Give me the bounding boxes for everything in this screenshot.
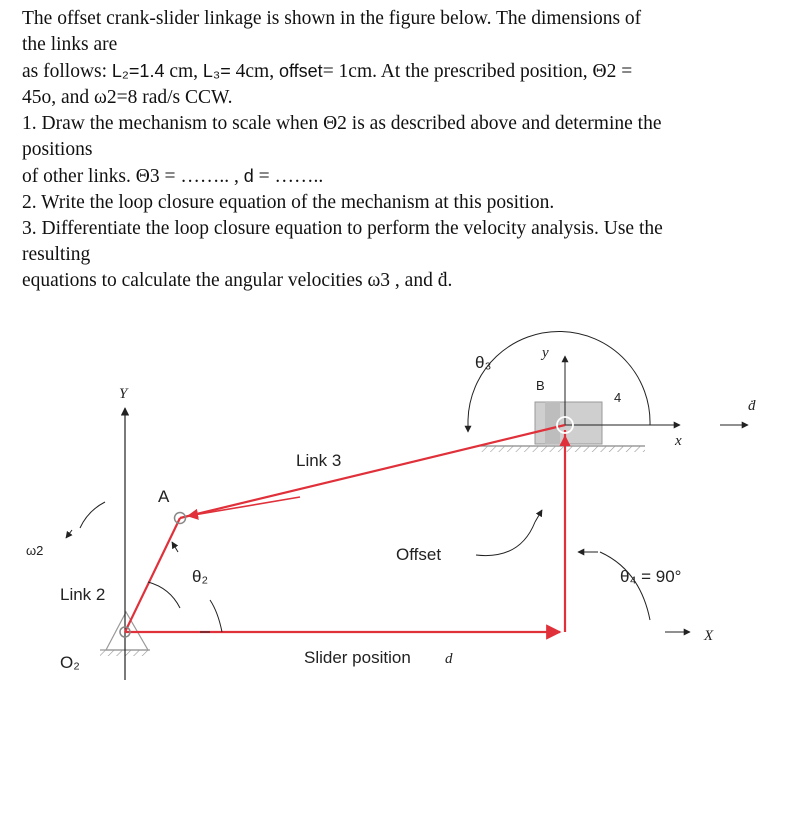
problem-line-11: equations to calculate the angular velocities ω3 , and ḋ. [22, 270, 453, 291]
label-o2: O₂ [60, 653, 80, 672]
offset-leader [476, 522, 535, 556]
problem-line-7: of other links. Θ3 = …….. , d = …….. [22, 166, 324, 187]
link-3-arrow [188, 497, 300, 516]
label-omega2: ω2 [26, 543, 44, 558]
theta2-arrow [172, 542, 178, 552]
theta4-arc [600, 552, 650, 620]
problem-line-1: The offset crank-slider linkage is shown in the figure below. The dimensions of [22, 8, 642, 29]
problem-line-3: as follows: L₂=1.4 cm, L₃= 4cm, offset= 1cm. At the prescribed position, Θ2 = [22, 61, 633, 82]
omega2-arc [80, 502, 105, 528]
label-x-small: x [675, 433, 682, 449]
link-3 [180, 425, 565, 518]
problem-line-8: 2. Write the loop closure equation of the mechanism at this position. [22, 192, 555, 213]
problem-line-5: 1. Draw the mechanism to scale when Θ2 is as described above and determine the [22, 113, 662, 134]
problem-line-6: positions [22, 139, 93, 160]
label-x: X [704, 628, 714, 644]
problem-line-2: the links are [22, 34, 118, 55]
theta2-arc [148, 582, 180, 608]
label-y-small: y [542, 345, 549, 361]
label-y: Y [119, 386, 128, 402]
label-b: B [536, 378, 545, 393]
omega2-arrow [66, 530, 72, 538]
label-link-3: Link 3 [296, 451, 342, 470]
slider-ground [480, 446, 645, 452]
problem-line-4: 45o, and ω2=8 rad/s CCW. [22, 87, 233, 108]
label-theta4: θ₄ = 90° [620, 567, 682, 586]
label-d-dot: ḋ [748, 398, 756, 414]
label-slider-position: Slider position [304, 648, 411, 667]
label-a: A [158, 487, 170, 506]
theta2-arc-outer [210, 600, 222, 632]
label-theta2: θ₂ [192, 567, 209, 586]
label-offset: Offset [396, 545, 442, 564]
offset-leader-arrow [535, 510, 542, 522]
label-theta3: θ₃ [475, 353, 492, 372]
slider-ground-hatch [480, 446, 645, 452]
problem-line-9: 3. Differentiate the loop closure equation to perform the velocity analysis. Use the [22, 218, 663, 239]
problem-line-10: resulting [22, 244, 91, 265]
label-slider-d: d [445, 651, 453, 667]
link-2 [125, 518, 180, 632]
label-link-2: Link 2 [60, 585, 106, 604]
label-four: 4 [614, 390, 622, 405]
